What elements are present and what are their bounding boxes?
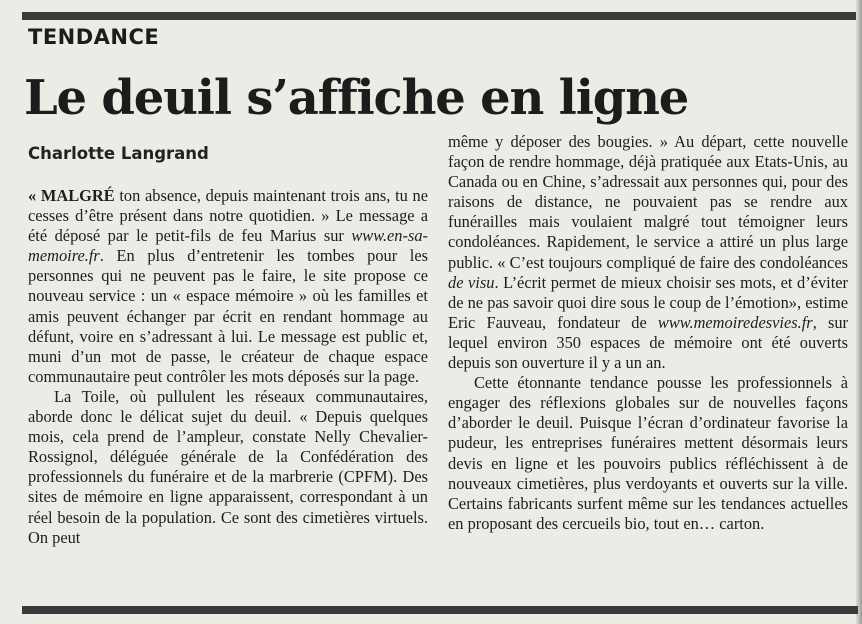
byline: Charlotte Langrand bbox=[28, 144, 209, 163]
paragraph bbox=[448, 132, 848, 373]
paragraph: La Toile, où pullulent les réseaux communautaires, aborde donc le délicat sujet du deuil. « Depuis quelques mois, cela prend de l’ampleur, constate Nelly Chevalier-Rossignol, déléguée générale de la Confédération des professionnels du funéraire et de la marbrerie (CPFM). Des sites de mémoire en ligne apparaissent, correspondant à un réel besoin de la population. Ce sont des cimetières virtuels. On peut bbox=[28, 386, 428, 547]
paragraph bbox=[28, 186, 428, 387]
left-column bbox=[28, 186, 428, 548]
italic-phrase: de visu bbox=[448, 272, 495, 292]
text-run: . En plus d’entretenir les tombes pour les personnes qui ne peuvent pas le faire, le site propose ce nouveau service : un « espace mémoire » où les familles et amis peuvent échanger par écrit en rendant hommage au défunt, voire en s’adressant à lui. Le message est public et, muni d’un mot de passe, le créateur de chaque espace communautaire peut contrôler les mots déposés sur la page. bbox=[28, 246, 428, 386]
right-column bbox=[448, 132, 848, 534]
url-text: www.memoiredesvies.fr bbox=[657, 312, 813, 332]
section-label: TENDANCE bbox=[28, 25, 160, 49]
bottom-rule bbox=[22, 606, 858, 614]
text-run: . L’écrit permet de mieux choisir ses mots, et d’éviter de ne pas savoir quoi dire sous le coup de l’émotion», estime Eric Fauveau, fondateur de bbox=[448, 272, 848, 332]
url-text: www.en-sa-memoire.fr bbox=[28, 226, 428, 266]
text-run: ton absence, depuis maintenant trois ans, tu ne cesses d’être présent dans notre quotidien. » Le message a été déposé par le petit-fils de feu Marius sur bbox=[28, 186, 428, 246]
headline: Le deuil s’affiche en ligne bbox=[24, 70, 689, 126]
top-rule bbox=[22, 12, 858, 20]
text-run: , sur lequel environ 350 espaces de mémoire ont été ouverts depuis son ouverture il y a un an. bbox=[448, 312, 848, 373]
page-edge-shadow bbox=[856, 0, 862, 624]
lead-word: « MALGRÉ bbox=[28, 186, 115, 205]
paragraph: Cette étonnante tendance pousse les professionnels à engager des réflexions globales sur de nouvelles façons d’aborder le deuil. Puisque l’écran d’ordinateur favorise la pudeur, les entreprises funéraires mettent désormais leurs devis en ligne et les pouvoirs publics réfléchissent à de nouveaux cimetières, plus verdoyants et ouverts sur la ville. Certains fabricants surfent même sur les tendances actuelles en proposant des cercueils bio, tout en… carton. bbox=[448, 373, 848, 533]
text-run: même y déposer des bougies. » Au départ, cette nouvelle façon de rendre hommage, déjà pratiquée aux Etats-Unis, au Canada ou en Chine, s’adressait aux personnes qui, pour des raisons de distance, ne pouvaient pas se rendre aux funérailles mais voulaient malgré tout témoigner leurs condoléances. Rapidement, le service a attiré un plus large public. « C’est toujours compliqué de faire des condoléances bbox=[448, 132, 848, 272]
